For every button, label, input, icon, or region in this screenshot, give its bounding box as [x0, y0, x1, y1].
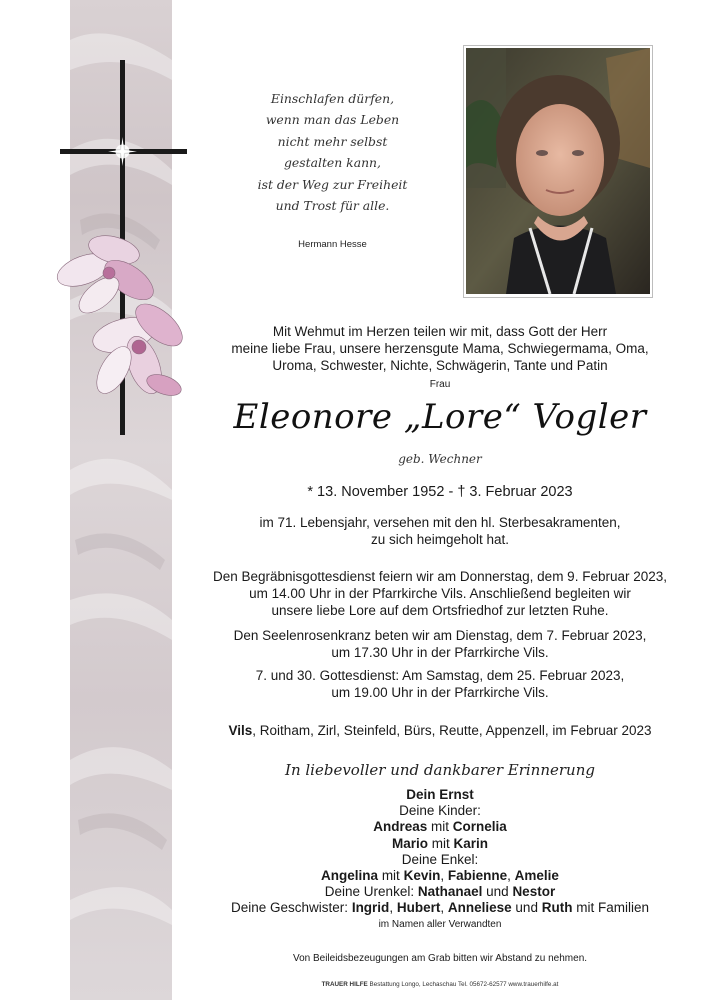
- mourner-name: Karin: [453, 835, 489, 851]
- mourner-comma: ,: [507, 868, 511, 884]
- mourner-name: Kevin: [403, 868, 441, 884]
- places-rest: , Roitham, Zirl, Steinfeld, Bürs, Reutte, Appenzell, im Februar 2023: [252, 723, 652, 738]
- mourner-conjunction: und: [486, 884, 509, 900]
- paragraph-line: unsere liebe Lore auf dem Ortsfriedhof zur letzten Ruhe.: [271, 603, 609, 618]
- portrait-photo: [466, 48, 650, 294]
- death-date: † 3. Februar 2023: [457, 484, 573, 500]
- paragraph-line: um 17.30 Uhr in der Pfarrkirche Vils.: [331, 645, 549, 660]
- place-first: Vils: [228, 723, 253, 738]
- condolence-note: Von Beileidsbezeugungen am Grab bitten wir Abstand zu nehmen.: [292, 953, 588, 964]
- quote-author: Hermann Hesse: [298, 239, 367, 250]
- mourner-name: Mario: [391, 835, 428, 851]
- quote-line: gestalten kann,: [284, 155, 381, 171]
- intro-line: meine liebe Frau, unsere herzensgute Mama, Schwiegermama, Oma,: [231, 341, 649, 356]
- life-dates: [200, 484, 680, 500]
- mourner-comma: ,: [440, 868, 445, 884]
- mourner-conjunction: mit: [381, 868, 400, 884]
- mourner-name: Ruth: [541, 900, 573, 916]
- paragraph-line: um 14.00 Uhr in der Pfarrkirche Vils. Anschließend begleiten wir: [249, 586, 631, 601]
- mourner-husband: Dein Ernst: [406, 787, 474, 802]
- quote-line: wenn man das Leben: [265, 112, 400, 128]
- funeral-paragraph: [200, 568, 680, 619]
- mourner-name: Angelina: [321, 868, 379, 884]
- quote: [230, 88, 435, 216]
- mourner-comma: ,: [389, 900, 394, 916]
- birth-name: geb. Wechner: [398, 452, 482, 466]
- mourner-name: Amelie: [514, 868, 559, 884]
- footer-text: Bestattung Longo, Lechaschau Tel. 05672-62577 www.trauerhilfe.at: [369, 981, 559, 988]
- mourner-name: Andreas: [373, 819, 428, 835]
- mass-paragraph: [200, 667, 680, 701]
- paragraph-line: Den Seelenrosenkranz beten wir am Dienstag, dem 7. Februar 2023,: [233, 628, 647, 643]
- mourners-list: [200, 787, 680, 933]
- memory-heading: In liebevoller und dankbarer Erinnerung: [285, 761, 595, 779]
- paragraph-line: zu sich heimgeholt hat.: [370, 532, 510, 547]
- date-separator: -: [448, 484, 454, 500]
- intro-line: Mit Wehmut im Herzen teilen wir mit, dass Gott der Herr: [272, 324, 608, 339]
- age-paragraph: [200, 514, 680, 548]
- flower-bouquet-icon: [44, 225, 194, 420]
- mourner-name: Nathanael: [417, 884, 483, 900]
- quote-line: ist der Weg zur Freiheit: [257, 176, 408, 192]
- places-line: [200, 722, 680, 739]
- mourner-name: Ingrid: [351, 900, 390, 916]
- mourner-conjunction: mit: [431, 819, 449, 835]
- grandchildren-label: Deine Enkel:: [401, 851, 479, 867]
- great-grandchildren-label: Deine Urenkel:: [324, 884, 415, 900]
- rosary-paragraph: [200, 627, 680, 661]
- paragraph-line: im 71. Lebensjahr, versehen mit den hl. Sterbesakramenten,: [259, 515, 621, 530]
- deceased-name: Eleonore „Lore“ Vogler: [233, 397, 647, 437]
- intro-line: Uroma, Schwester, Nichte, Schwägerin, Tante und Patin: [272, 358, 608, 373]
- mourner-conjunction: und: [515, 900, 538, 916]
- mourner-name: Fabienne: [447, 868, 508, 884]
- siblings-label: Deine Geschwister:: [231, 900, 349, 916]
- paragraph-line: 7. und 30. Gottesdienst: Am Samstag, dem 25. Februar 2023,: [255, 668, 625, 683]
- mourner-comma: ,: [440, 900, 445, 916]
- children-label: Deine Kinder:: [399, 803, 481, 819]
- intro-text: [200, 323, 680, 393]
- relatives-note: im Namen aller Verwandten: [378, 918, 502, 930]
- quote-line: und Trost für alle.: [275, 198, 390, 214]
- mourner-conjunction: mit: [431, 835, 450, 851]
- quote-line: nicht mehr selbst: [277, 133, 388, 149]
- paragraph-line: Den Begräbnisgottesdienst feiern wir am Donnerstag, dem 9. Februar 2023,: [213, 569, 667, 584]
- mourner-name: Cornelia: [452, 819, 507, 835]
- salutation: Frau: [429, 379, 451, 390]
- footer: [200, 981, 680, 988]
- quote-line: Einschlafen dürfen,: [270, 91, 395, 106]
- mourner-name: Anneliese: [447, 900, 512, 916]
- mourner-name: Nestor: [512, 884, 556, 900]
- mourner-suffix: mit Familien: [576, 900, 649, 916]
- birth-date: * 13. November 1952: [307, 484, 445, 500]
- footer-brand: TRAUER HILFE: [321, 981, 368, 988]
- paragraph-line: um 19.00 Uhr in der Pfarrkirche Vils.: [331, 685, 549, 700]
- mourner-name: Hubert: [396, 900, 441, 916]
